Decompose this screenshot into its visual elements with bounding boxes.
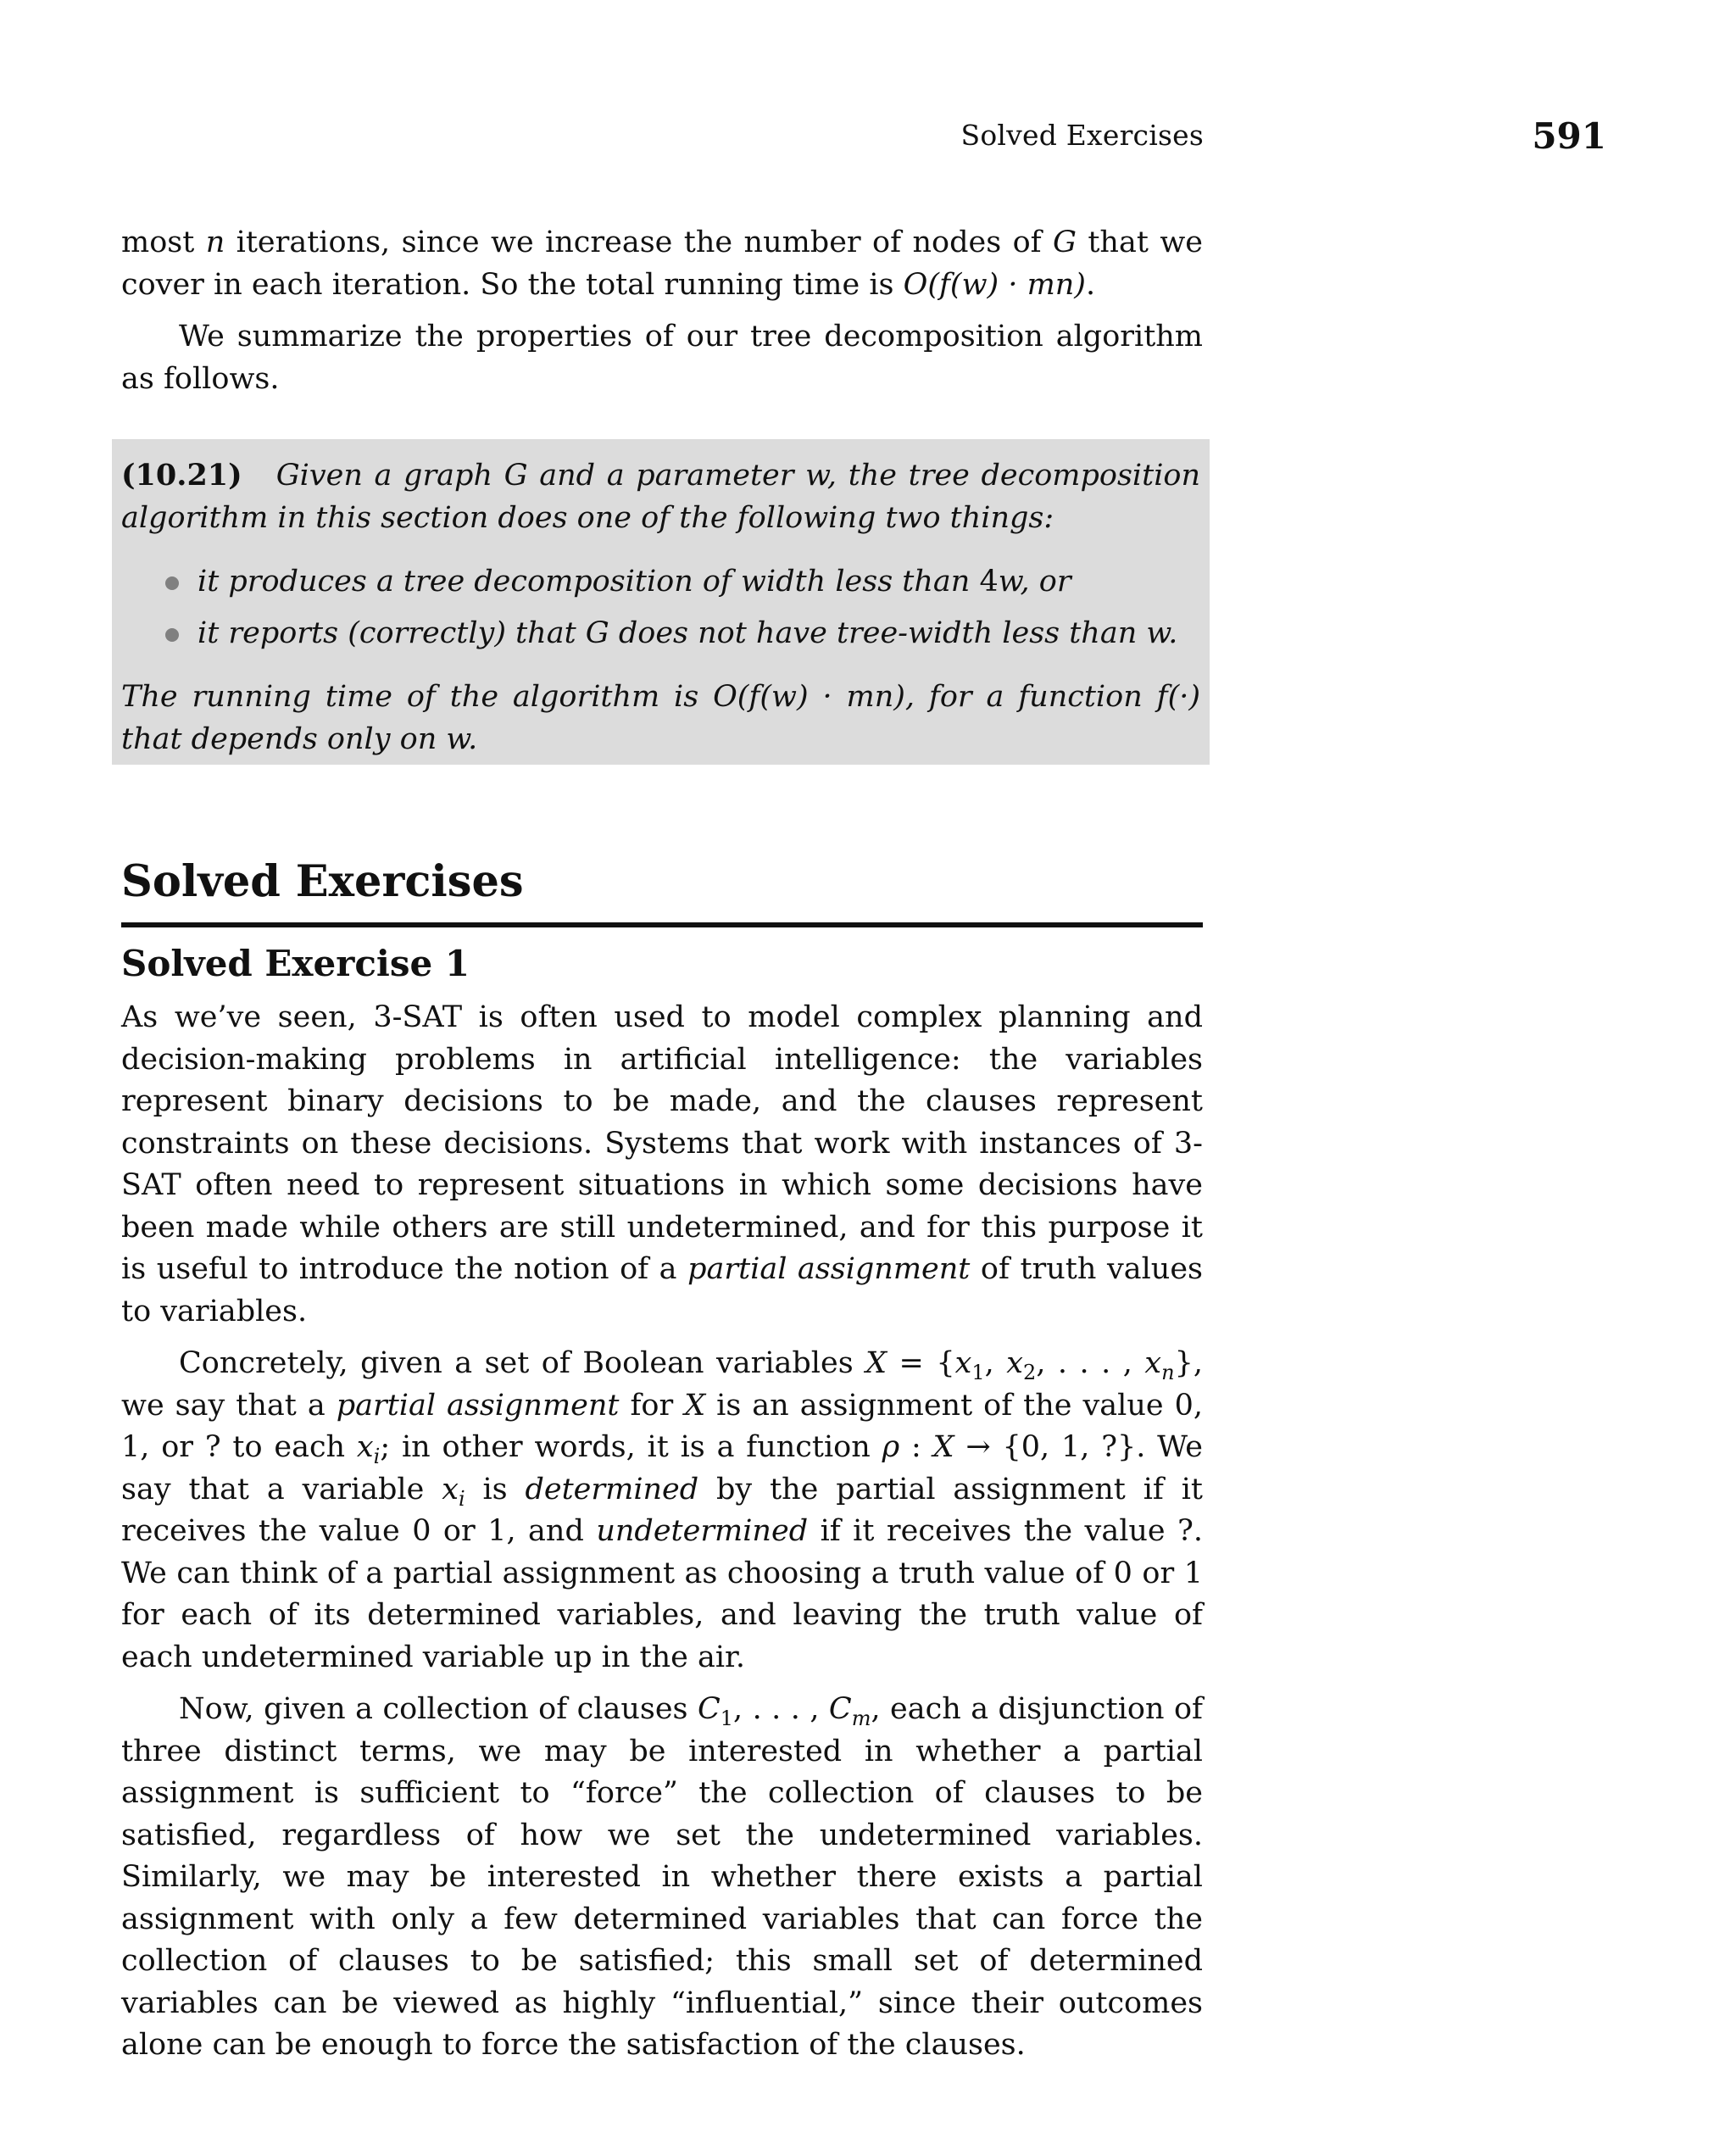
exercise-paragraph-1: As we’ve seen, 3-SAT is often used to model complex planning and decision-making problems in artificial intelligence: the variables represent binary decisions to be made, and the clauses represent constraints on these decisions. Systems that work with instances of 3-SAT often need to represent situations in which some decisions have been made while others are still undetermined, and for this purpose it is useful to introduce the notion of a partial assignment of truth values to variables.	[121, 1000, 1203, 1328]
theorem-number: (10.21)	[121, 458, 242, 493]
theorem-bullet-1: it produces a tree decomposition of width less than 4w, or	[121, 556, 1200, 608]
bullet-dot-icon	[165, 628, 179, 642]
section-rule	[121, 922, 1203, 927]
exercise-paragraph-3: Now, given a collection of clauses $C_1$, . . . , $C_m$, each a disjunction of three distinct terms, we may be interested in whether a partial assignment is sufficient to “force” the collection of clauses to be satisfied, regardless of how we set the undetermined variables. Similarly, we may be interested in whether there exists a partial assignment with only a few determined variables that can force the collection of clauses to be satisfied; this small set of determined variables can be viewed as highly “influential,” since their outcomes alone can be enough to force the satisfaction of the clauses.	[121, 1692, 1203, 2062]
running-title: Solved Exercises	[960, 119, 1204, 152]
exercise-paragraph-2: Concretely, given a set of Boolean variables $X = \{x_1$, $x_2$, . . . , $x_n$}, we say that a partial assignment for X is an assignment of the value 0, 1, or ? to each $x_i$; in other words, it is a function ρ : X → {0, 1, ?}. We say that a variable $x_i$ is determined by the partial assignment if it receives the value 0 or 1, and undetermined if it receives the value ?. We can think of a partial assignment as choosing a truth value of 0 or 1 for each of its determined variables, and leaving the truth value of each undetermined variable up in the air.	[121, 1346, 1204, 1674]
intro-paragraph-2: We summarize the properties of our tree decomposition algorithm as follows.	[121, 320, 1203, 396]
intro-text	[121, 222, 1203, 400]
page-number: 591	[1532, 115, 1606, 157]
bullet-dot-icon	[165, 576, 179, 590]
theorem-statement: (10.21) Given a graph G and a parameter w, the tree decomposition algorithm in this section does one of the following two things:	[121, 458, 1200, 535]
section-title: Solved Exercises	[121, 856, 524, 907]
theorem-box	[112, 439, 1210, 765]
exercise-title: Solved Exercise 1	[121, 943, 470, 984]
runtime-expression: O(f(w) · mn)	[903, 267, 1086, 302]
running-head	[0, 115, 1736, 158]
intro-paragraph-1: most n iterations, since we increase the number of nodes of G that we cover in each iteration. So the total running time is O(f(w) · mn).	[121, 226, 1203, 302]
theorem-bullets	[121, 556, 1200, 660]
exercise-body	[121, 997, 1203, 2067]
theorem-running-time: The running time of the algorithm is O(f(w) · mn), for a function f(·) that depends only on w.	[121, 680, 1200, 756]
theorem-bullet-2: it reports (correctly) that G does not have tree-width less than w.	[121, 608, 1200, 660]
